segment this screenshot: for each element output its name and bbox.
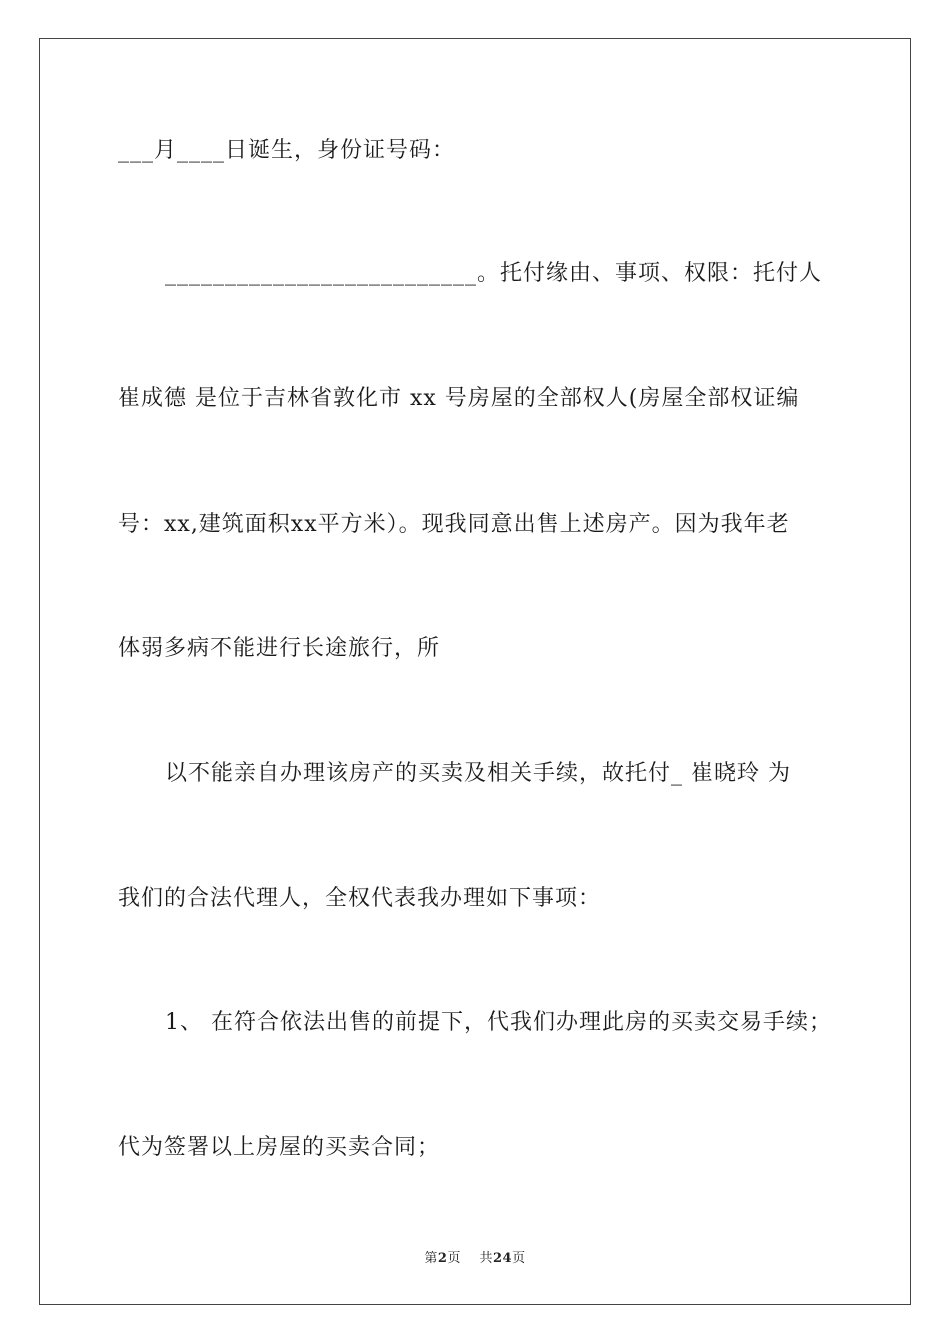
text-line-3: 崔成德 是位于吉林省敦化市 xx 号房屋的全部权人(房屋全部权证编 xyxy=(118,386,800,411)
footer-suffix: 页 xyxy=(512,1251,526,1266)
text-line-8: 1、 在符合依法出售的前提下，代我们办理此房的买卖交易手续； xyxy=(165,1010,832,1035)
text-line-6: 以不能亲自办理该房产的买卖及相关手续，故托付_ 崔晓玲 为 xyxy=(165,761,791,786)
text-line-7: 我们的合法代理人，全权代表我办理如下事项： xyxy=(118,886,602,911)
page-border xyxy=(39,38,911,1305)
text-line-9: 代为签署以上房屋的买卖合同； xyxy=(118,1135,441,1160)
footer-page-number: 2 xyxy=(437,1251,448,1266)
text-line-2: __________________________。托付缘由、事项、权限：托付人 xyxy=(165,261,823,286)
footer-total-pages: 24 xyxy=(492,1251,513,1266)
text-line-1: ___月____日诞生，身份证号码： xyxy=(118,138,456,163)
page-footer xyxy=(0,1247,950,1266)
text-line-4: 号：xx,建筑面积xx平方米）。现我同意出售上述房产。因为我年老 xyxy=(118,512,790,537)
footer-middle: 页 共 xyxy=(447,1251,493,1266)
text-line-5: 体弱多病不能进行长途旅行，所 xyxy=(118,636,441,661)
footer-prefix: 第 xyxy=(424,1251,438,1266)
